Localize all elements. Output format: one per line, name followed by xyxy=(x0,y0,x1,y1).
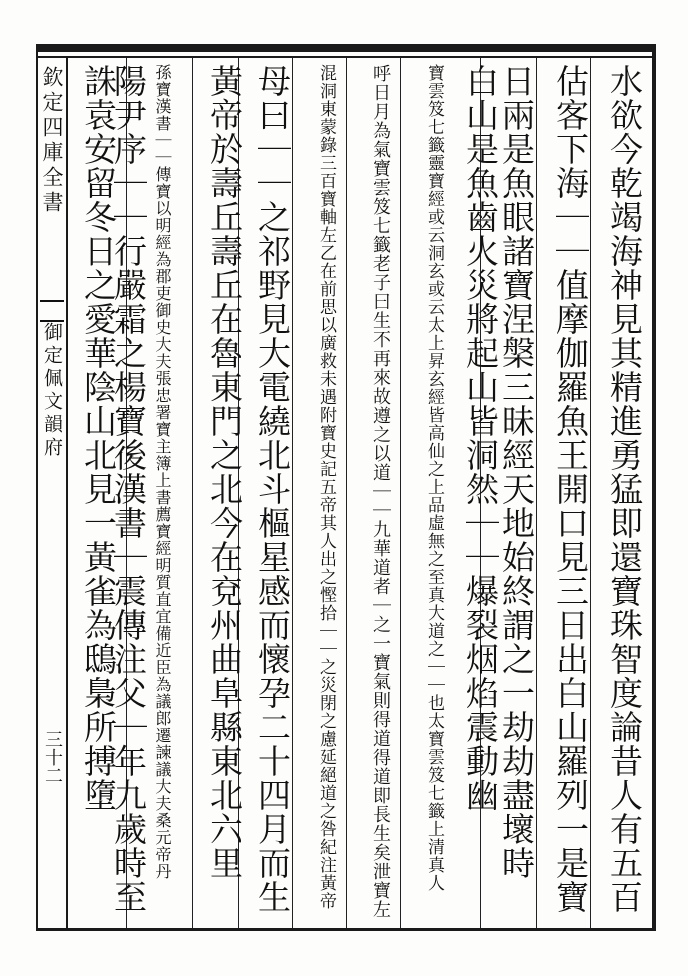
margin-divider xyxy=(66,58,68,928)
margin-volume-title: 御定佩文韻府 xyxy=(41,322,63,460)
frame-right-border xyxy=(652,44,656,931)
frame-left-border xyxy=(36,44,38,931)
margin-book-title: 欽定四庫全書 xyxy=(40,66,64,216)
text-column-12: 誅袁安留冬日之愛華陰山北見一黃雀為鴟梟所搏墮 xyxy=(79,64,118,812)
text-column-9: 黃帝於壽丘壽丘在魯東門之北今在兗州曲阜縣東北六里 xyxy=(205,64,244,880)
text-column-11: 陽尹序｜｜行嚴霜之楊寶後漢書｜震傳注父｜年九歲時至 xyxy=(109,64,148,914)
text-column-2: 估客下海｜｜值摩伽羅魚王開口見三日出白山羅列一是寶 xyxy=(551,64,590,914)
fishtail-mark xyxy=(40,300,64,322)
text-column-6: 呼日月為氣寶雲笈七籤老子曰生不再來故遵之以道｜｜九華道者｜之一寶氣則得道得道即長生矣泄寶左 xyxy=(370,64,391,919)
text-column-8: 母曰｜｜之祁野見大電繞北斗樞星感而懷孕二十四月而生 xyxy=(253,64,292,914)
text-column-3: 日兩是魚眼諸寶涅槃三昧經天地始終謂之一劫劫盡壞時 xyxy=(497,64,536,880)
frame-top-border xyxy=(36,44,656,52)
text-column-4: 白山是魚齒火災將起山皆洞然｜｜爆裂烟焰震動幽 xyxy=(461,64,500,812)
column-divider xyxy=(192,58,193,928)
text-column-5: 寶雲笈七籤靈寶經或云洞玄或云太上昇玄經皆高仙之上品虛無之至真大道之｜｜也太寶雲笈七籤上清真人 xyxy=(424,64,444,892)
text-column-1: 水欲今乾竭海神見其精進勇猛即還寶珠智度論昔人有五百 xyxy=(605,64,644,914)
text-column-10: 孫寶漢書｜｜傳寶以明經為郡吏御史大夫張忠署寶主簿上書薦寶經明質直宜備近臣為議郎遷諫議大夫桑元帝丹 xyxy=(153,64,172,880)
text-column-7: 混洞東蒙錄三百寶軸左乙在前思以廣救未遇附寶史記五帝其人出之慳拾｜｜之災閉之慮延絕道之咎紀注黃帝 xyxy=(316,64,336,910)
frame-bottom-border xyxy=(36,928,656,931)
page-number: 三十二 xyxy=(42,730,63,784)
